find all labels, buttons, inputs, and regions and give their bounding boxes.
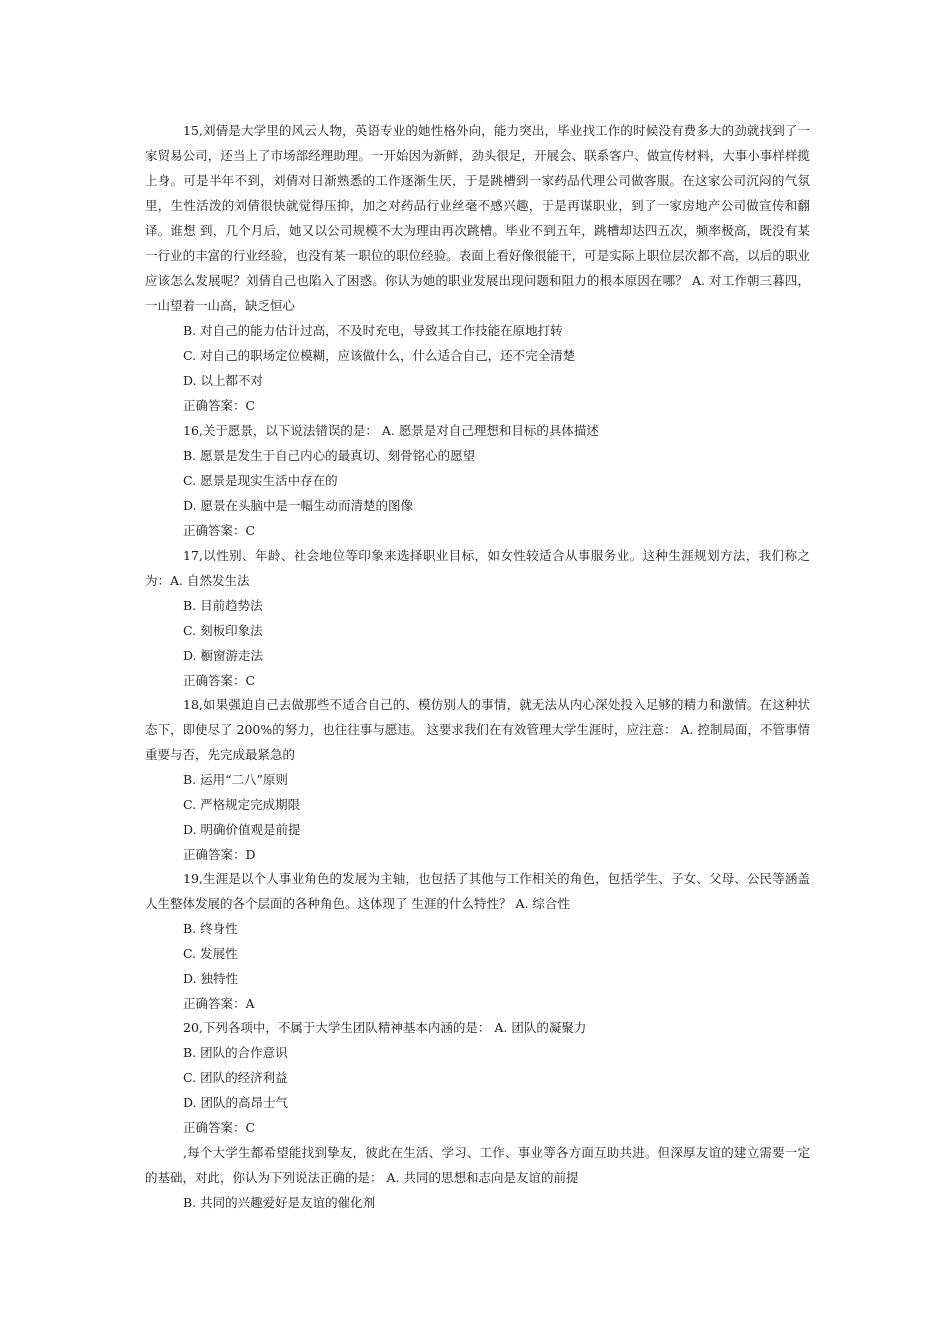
question-stem: 16,关于愿景，以下说法错误的是： A. 愿景是对自己理想和目标的具体描述: [183, 423, 599, 438]
option-b: B. 终身性: [183, 921, 238, 936]
question-17: [145, 543, 810, 693]
question-stem: 20,下列各项中，不属于大学生团队精神基本内涵的是： A. 团队的凝聚力: [183, 1020, 587, 1035]
correct-answer: 正确答案：C: [183, 1120, 256, 1135]
correct-answer: 正确答案：A: [183, 996, 255, 1011]
question-stem: 17,以性别、年龄、社会地位等印象来选择职业目标，如女性较适合从事服务业。这种生涯规划方法，我们称之为：A. 自然发生法: [145, 548, 810, 588]
option-d: D. 独特性: [183, 971, 239, 986]
question-18: [145, 692, 810, 867]
question-19: [145, 866, 810, 1016]
question-16: [145, 418, 810, 543]
option-b: B. 团队的合作意识: [183, 1045, 288, 1060]
correct-answer: 正确答案：C: [183, 398, 256, 413]
option-b: B. 共同的兴趣爱好是友谊的催化剂: [183, 1195, 376, 1210]
option-b: B. 愿景是发生于自己内心的最真切、刻骨铭心的愿望: [183, 448, 476, 463]
question-21: [145, 1140, 810, 1215]
question-15: [145, 118, 810, 418]
option-c: C. 团队的经济利益: [183, 1070, 288, 1085]
option-d: D. 团队的高昂士气: [183, 1095, 289, 1110]
option-c: C. 愿景是现实生活中存在的: [183, 473, 338, 488]
question-stem: 18,如果强迫自己去做那些不适合自己的、模仿别人的事情，就无法从内心深处投入足够的精力和激情。在这种状态下，即使尽了 200%的努力，也往往事与愿违。 这要求我们在有效管理大学生涯时，应注意： A. 控制局面，不管事情重要与否，先完成最紧急的: [145, 697, 810, 762]
option-c: C. 严格规定完成期限: [183, 797, 301, 812]
correct-answer: 正确答案：D: [183, 847, 256, 862]
option-d: D. 明确价值观是前提: [183, 822, 301, 837]
question-stem: 15,刘倩是大学里的风云人物，英语专业的她性格外向，能力突出，毕业找工作的时候没有费多大的劲就找到了一家贸易公司，还当上了市场部经理助理。一开始因为新鲜，劲头很足，开展会、联系客户、做宣传材料，大事小事样样揽上身。可是半年不到，刘倩对日渐熟悉的工作逐渐生厌，于是跳槽到一家药品代理公司做客服。在这家公司沉闷的气氛里，生性活泼的刘倩很快就觉得压抑，加之对药品行业丝毫不感兴趣，于是再谋职业，到了一家房地产公司做宣传和翻译。谁想 到，几个月后，她又以公司规模不大为理由再次跳槽。毕业不到五年，跳槽却达四五次，频率极高，既没有某一行业的丰富的行业经验，也没有某一职位的职位经验。表面上看好像很能干，可是实际上职位层次都不高，以后的职业应该怎么发展呢？刘倩自己也陷入了困惑。你认为她的职业发展出现问题和阻力的根本原因在哪？ A. 对工作朝三暮四，一山望着一山高，缺乏恒心: [145, 123, 810, 313]
question-20: [145, 1015, 810, 1140]
option-c: C. 发展性: [183, 946, 238, 961]
option-c: C. 对自己的职场定位模糊，应该做什么，什么适合自己，还不完全清楚: [183, 348, 576, 363]
option-b: B. 对自己的能力估计过高，不及时充电，导致其工作技能在原地打转: [183, 323, 563, 338]
correct-answer: 正确答案：C: [183, 523, 256, 538]
option-d: D. 橱窗游走法: [183, 648, 264, 663]
option-d: D. 愿景在头脑中是一幅生动而清楚的图像: [183, 498, 414, 513]
question-stem: 19,生涯是以个人事业角色的发展为主轴，也包括了其他与工作相关的角色，包括学生、子女、父母、公民等涵盖人生整体发展的各个层面的各种角色。这体现了 生涯的什么特性？ A. 综合性: [145, 871, 810, 911]
option-c: C. 刻板印象法: [183, 623, 263, 638]
correct-answer: 正确答案：C: [183, 673, 256, 688]
option-b: B. 运用“二八”原则: [183, 772, 288, 787]
option-b: B. 目前趋势法: [183, 598, 263, 613]
option-d: D. 以上都不对: [183, 373, 264, 388]
question-stem: ,每个大学生都希望能找到挚友，彼此在生活、学习、工作、事业等各方面互助共进。但深厚友谊的建立需要一定的基础，对此，你认为下列说法正确的是： A. 共同的思想和志向是友谊的前提: [145, 1145, 810, 1185]
